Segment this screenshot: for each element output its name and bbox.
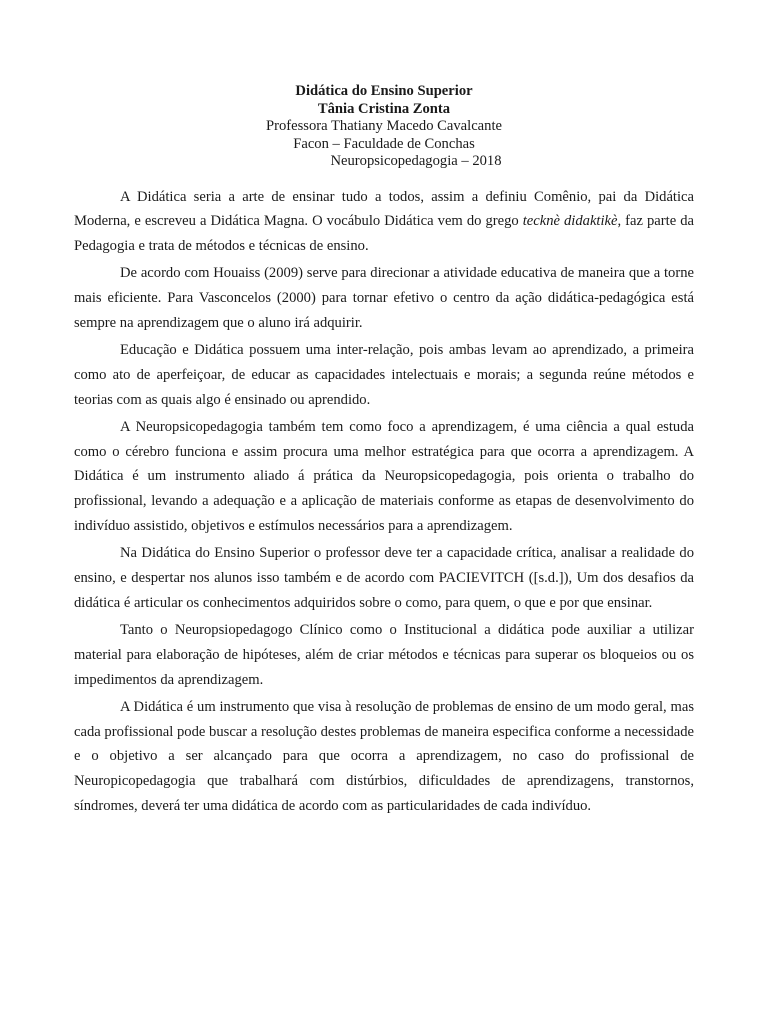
paragraph-4: A Neuropsicopedagogia também tem como foco a aprendizagem, é uma ciência a qual estuda como o cérebro funciona e assim procura uma melhor estratégica para que ocorra a aprendizagem. A Didática é um instrumento aliado á prática da Neuropsicopedagogia, pois orienta o trabalho do profissional, levando a adequação e a aplicação de materiais conforme as etapas de desenvolvimento do indivíduo assistido, objetivos e estímulos necessários para a aprendizagem.	[74, 418, 694, 535]
paragraph-7: A Didática é um instrumento que visa à resolução de problemas de ensino de um modo geral, mas cada profissional pode buscar a resolução destes problemas de maneira especifica conforme a necessidade e o objetivo a ser alcançado para que ocorra a aprendizagem, no caso do profissional de Neuropicopedagogia que trabalhará com distúrbios, dificuldades de aprendizagens, transtornos, síndromes, deverá ter uma didática de acordo com as particularidades de cada indivíduo.	[74, 698, 694, 815]
paragraph-1-text-end: , faz parte da Pedagogia e trata de métodos e técnicas de ensino.	[74, 213, 694, 255]
author-name: Tânia Cristina Zonta	[317, 100, 451, 117]
professor-name: Professora Thatiany Macedo Cavalcante	[266, 118, 502, 134]
document-header	[74, 83, 694, 171]
paragraph-2: De acordo com Houaiss (2009) serve para direcionar a atividade educativa de maneira que a torne mais eficiente. Para Vasconcelos (2000) para tornar efetivo o centro da ação didática-pedagógica está sempre na aprendizagem que o aluno irá adquirir.	[74, 265, 694, 332]
course-line: Neuropsicopedagogia – 2018	[330, 153, 502, 169]
document-title: Didática do Ensino Superior	[295, 83, 473, 99]
paragraph-1	[74, 185, 694, 260]
institution-name: Facon – Faculdade de Conchas	[293, 135, 475, 152]
paragraph-1-greek-term: tecknè didaktikè	[522, 213, 618, 230]
paragraph-1-text-start: A Didática seria a arte de ensinar tudo a todos, assim a definiu Comênio, pai da Didática Moderna, e escreveu a Didática Magna. O vocábulo Didática vem do grego	[74, 188, 694, 230]
paragraph-3: Educação e Didática possuem uma inter-relação, pois ambas levam ao aprendizado, a primeira como ato de aperfeiçoar, de educar as capacidades intelectuais e morais; a segunda reúne métodos e teorias com as quais algo é ensinado ou aprendido.	[74, 341, 694, 408]
paragraph-5: Na Didática do Ensino Superior o professor deve ter a capacidade crítica, analisar a realidade do ensino, e despertar nos alunos isso também e de acordo com PACIEVITCH ([s.d.]), Um dos desafios da didática é articular os conhecimentos adquiridos sobre o como, para quem, o que e por que ensinar.	[74, 545, 694, 611]
document-body	[74, 185, 694, 820]
paragraph-6: Tanto o Neuropsiopedagogo Clínico como o Institucional a didática pode auxiliar a utilizar material para elaboração de hipóteses, além de criar métodos e técnicas para superar os bloqueios ou os impedimentos da aprendizagem.	[74, 621, 694, 688]
